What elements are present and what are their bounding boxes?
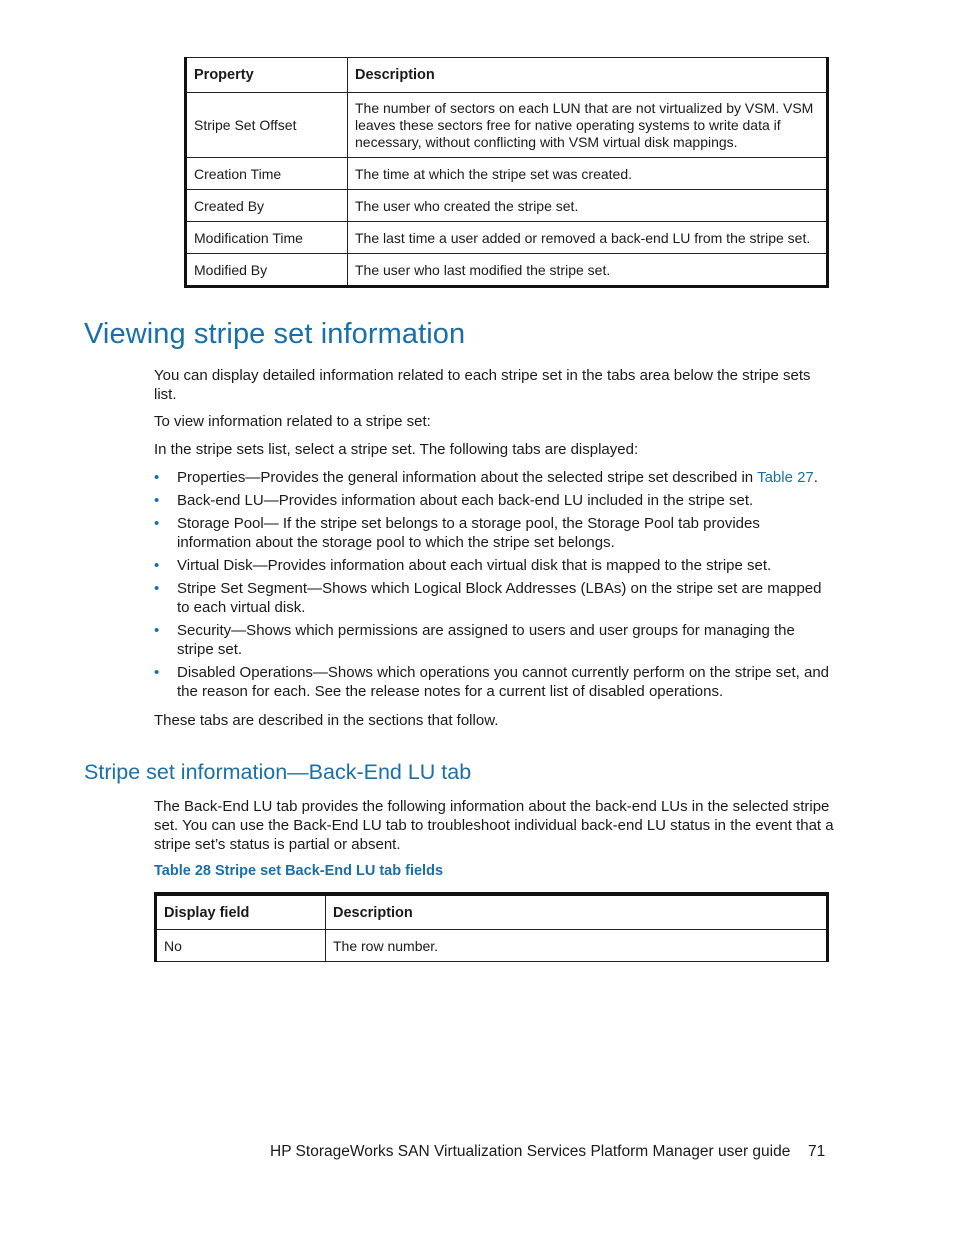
list-item-text: Properties—Provides the general information about the selected stripe set described in bbox=[177, 469, 758, 486]
properties-table bbox=[184, 57, 829, 288]
description-cell: The number of sectors on each LUN that are not virtualized by VSM. VSM leaves these sectors free for native operating systems to write data if necessary, without conflicting with VSM virtual disk mappings. bbox=[348, 93, 828, 158]
property-cell: Modification Time bbox=[186, 222, 348, 254]
bullet-icon: • bbox=[154, 515, 160, 532]
bullet-icon: • bbox=[154, 622, 160, 639]
description-cell: The time at which the stripe set was created. bbox=[348, 158, 828, 190]
bullet-icon: • bbox=[154, 557, 160, 574]
list-item bbox=[154, 621, 834, 659]
list-item-text: Stripe Set Segment—Shows which Logical Block Addresses (LBAs) on the stripe set are mapped to each virtual disk. bbox=[177, 580, 822, 616]
list-item-text-end: . bbox=[813, 469, 818, 486]
list-item bbox=[154, 491, 834, 510]
intro-paragraph: You can display detailed information related to each stripe set in the tabs area below the stripe sets list. bbox=[154, 367, 811, 403]
subsection-heading: Stripe set information—Back-End LU tab bbox=[84, 760, 472, 784]
list-item-text: Security—Shows which permissions are assigned to users and user groups for managing the stripe set. bbox=[177, 622, 795, 658]
list-item-text: Back-end LU—Provides information about each back-end LU included in the stripe set. bbox=[177, 492, 754, 509]
section-heading: Viewing stripe set information bbox=[84, 318, 466, 350]
bullet-icon: • bbox=[154, 492, 160, 509]
bullet-icon: • bbox=[154, 469, 160, 486]
table-caption: Table 28 Stripe set Back-End LU tab fields bbox=[154, 863, 444, 879]
back-end-lu-fields-table bbox=[154, 892, 829, 962]
table-row bbox=[186, 93, 828, 158]
tabs-bullet-list bbox=[154, 468, 834, 705]
step-paragraph: In the stripe sets list, select a stripe set. The following tabs are displayed: bbox=[154, 441, 639, 458]
instruction-paragraph: To view information related to a stripe set: bbox=[154, 413, 431, 430]
table-header-row bbox=[156, 894, 828, 930]
list-item bbox=[154, 468, 834, 487]
bullet-icon: • bbox=[154, 664, 160, 681]
page-number: 71 bbox=[808, 1143, 826, 1160]
bullet-icon: • bbox=[154, 580, 160, 597]
property-cell: Created By bbox=[186, 190, 348, 222]
table-row bbox=[186, 190, 828, 222]
table-row bbox=[186, 254, 828, 287]
property-cell: Creation Time bbox=[186, 158, 348, 190]
table-row bbox=[156, 930, 828, 962]
description-cell: The user who created the stripe set. bbox=[348, 190, 828, 222]
display-field-cell: No bbox=[156, 930, 326, 962]
list-item bbox=[154, 514, 834, 552]
property-cell: Modified By bbox=[186, 254, 348, 287]
column-header-display-field: Display field bbox=[156, 894, 326, 930]
column-header-description: Description bbox=[348, 58, 828, 93]
footer-title: HP StorageWorks SAN Virtualization Services Platform Manager user guide bbox=[270, 1143, 791, 1160]
list-item bbox=[154, 556, 834, 575]
table-row bbox=[186, 158, 828, 190]
list-item-text: Disabled Operations—Shows which operations you cannot currently perform on the stripe set, and the reason for each. See the release notes for a current list of disabled operations. bbox=[177, 664, 830, 700]
list-item bbox=[154, 579, 834, 617]
list-item-text: Storage Pool— If the stripe set belongs to a storage pool, the Storage Pool tab provides information about the storage pool to which the stripe set belongs. bbox=[177, 515, 760, 551]
table-header-row bbox=[186, 58, 828, 93]
table-row bbox=[186, 222, 828, 254]
table-27-link[interactable]: Table 27 bbox=[757, 469, 814, 486]
property-cell: Stripe Set Offset bbox=[186, 93, 348, 158]
column-header-property: Property bbox=[186, 58, 348, 93]
description-cell: The last time a user added or removed a back-end LU from the stripe set. bbox=[348, 222, 828, 254]
list-item bbox=[154, 663, 834, 701]
column-header-description: Description bbox=[326, 894, 828, 930]
description-cell: The row number. bbox=[326, 930, 828, 962]
closing-paragraph: These tabs are described in the sections that follow. bbox=[154, 712, 499, 729]
subsection-paragraph: The Back-End LU tab provides the following information about the back-end LUs in the selected stripe set. You can use the Back-End LU tab to troubleshoot individual back-end LU status in the event that a stripe set’s status is partial or absent. bbox=[154, 798, 834, 853]
description-cell: The user who last modified the stripe set. bbox=[348, 254, 828, 287]
list-item-text: Virtual Disk—Provides information about each virtual disk that is mapped to the stripe set. bbox=[177, 557, 772, 574]
